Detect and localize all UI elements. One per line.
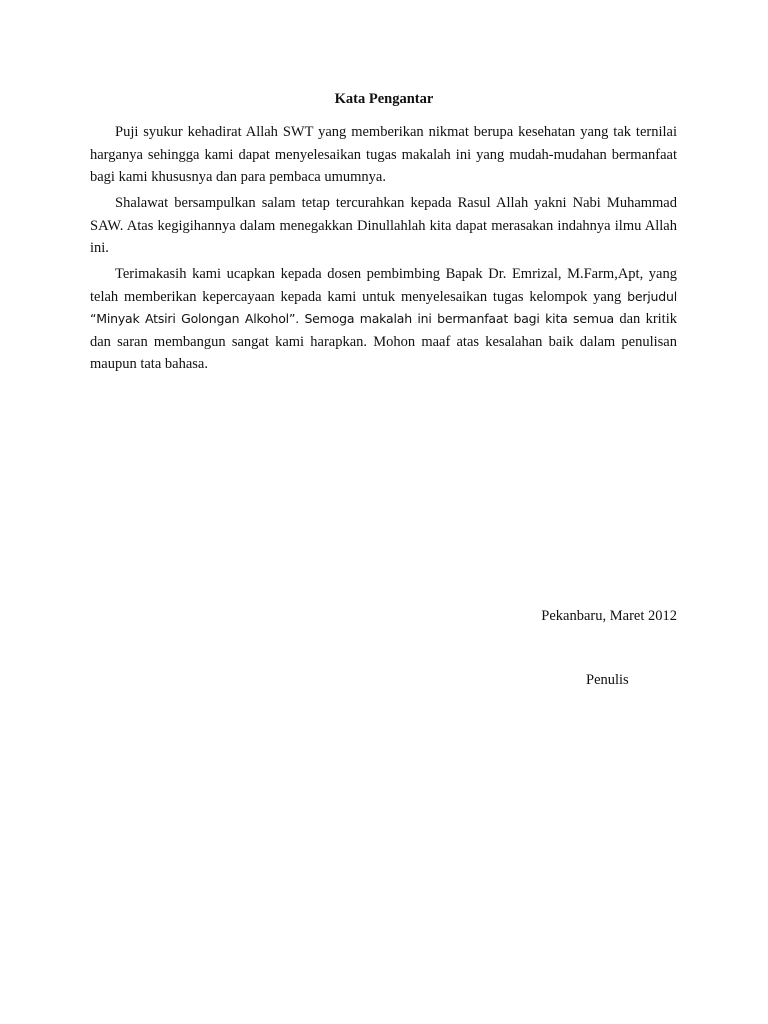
paragraph-thanks-part-1: Terimakasih kami ucapkan kepada dosen pembimbing Bapak Dr. Emrizal, M.Farm,Apt, yang telah memberikan kepercayaan kepada kami untuk menyelesaikan tugas kelompok yang xyxy=(90,266,677,305)
paragraph-thanks xyxy=(90,263,677,376)
writer-label: Penulis xyxy=(586,672,629,688)
paragraph-thanks-part-3: dan kritik dan saran membangun sangat kami harapkan. Mohon maaf atas kesalahan baik dalam penulisan maupun tata bahasa. xyxy=(90,311,677,372)
paragraph-gratitude: Puji syukur kehadirat Allah SWT yang memberikan nikmat berupa kesehatan yang tak ternilai harganya sehingga kami dapat menyelesaikan tugas makalah ini yang mudah-mudahan bermanfaat bagi kami khususnya dan para pembaca umumnya. xyxy=(90,124,677,185)
paragraph-thanks-handwritten-part: berjudul “Minyak Atsiri Golongan Alkohol”. Semoga makalah ini bermanfaat bagi kita semua xyxy=(90,288,677,326)
page-title: Kata Pengantar xyxy=(334,91,434,107)
paragraph-shalawat: Shalawat bersampulkan salam tetap tercurahkan kepada Rasul Allah yakni Nabi Muhammad SAW. Atas kegigihannya dalam menegakkan Dinullahlah kita dapat merasakan indahnya ilmu Allah ini. xyxy=(90,195,677,256)
place-date: Pekanbaru, Maret 2012 xyxy=(541,608,677,624)
